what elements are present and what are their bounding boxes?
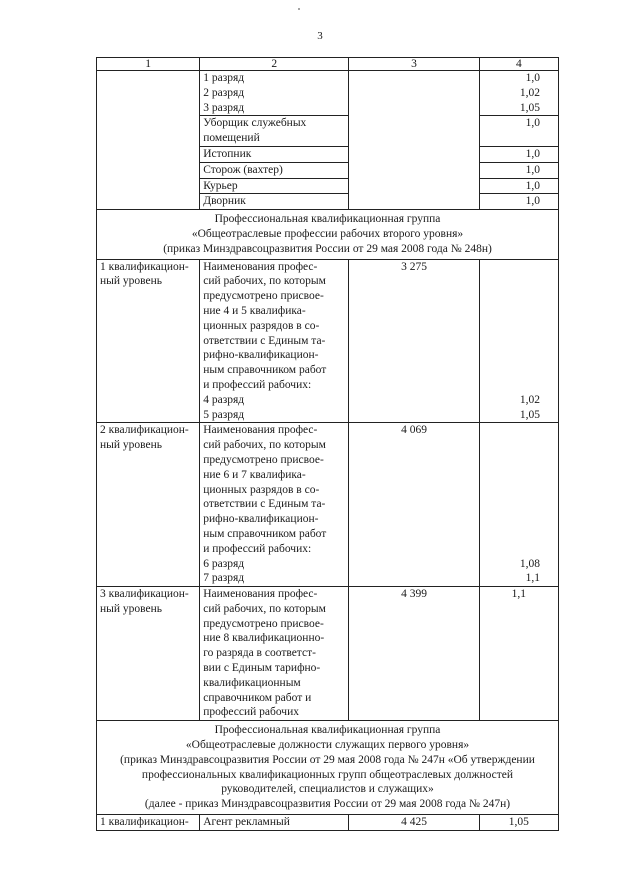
coef-value: 1,08 — [519, 557, 540, 570]
level-label: 2 квалификацион- ный уровень — [100, 424, 189, 452]
column-header: 4 — [479, 58, 558, 71]
job-label: Уборщик служебных помещений — [200, 116, 349, 147]
group-heading-line: «Общеотраслевые должности служащих первого уровня» — [185, 739, 470, 752]
level-desc: Наименования профес- сий рабочих, по которым предусмотрено присвое- ние 4 и 5 квалифика- ционных разрядов в со- ответствии с Единым та- рифно-квалификацион- ным справочником работ и профессий рабочих: — [203, 260, 327, 391]
group-heading-line: руководителей, специалистов и служащих» — [221, 783, 434, 796]
group-heading-line: (далее - приказ Минздравсоцразвития России от 29 мая 2008 года № 247н) — [144, 798, 511, 811]
salary-cell — [349, 423, 479, 587]
job-coef: 1,0 — [479, 162, 558, 178]
coef-value: 1,1 — [525, 572, 540, 585]
coef-value: 1,02 — [519, 86, 540, 99]
page-number: 3 — [317, 30, 323, 42]
salary-cell — [349, 587, 479, 721]
salary-value: 3 275 — [401, 260, 427, 273]
level-label: 1 квалификацион- ный уровень — [100, 260, 189, 288]
job-coef: 1,0 — [479, 178, 558, 194]
level-row — [97, 587, 559, 721]
rank-label: 7 разряд — [203, 572, 245, 585]
coef-value: 1,05 — [519, 101, 540, 114]
rank-label: 2 разряд — [203, 86, 245, 99]
job-label: Истопник — [200, 146, 349, 162]
scan-speck — [298, 8, 300, 10]
group-heading-line: (приказ Минздравсоцразвития России от 29 мая 2008 года № 247н «Об утверждении — [120, 753, 535, 766]
group-heading — [97, 210, 559, 259]
level-desc-cell — [200, 587, 349, 721]
salary-value: 4 399 — [401, 588, 427, 601]
level-label-cell — [97, 587, 200, 721]
salary-cell-empty — [349, 71, 479, 210]
job-coef: 1,0 — [479, 194, 558, 210]
rank-block-row — [97, 71, 559, 116]
level-cell-empty — [97, 71, 200, 210]
salary-cell — [349, 259, 479, 423]
level-desc-cell — [200, 423, 349, 587]
group-heading-line: Профессиональная квалификационная группа — [214, 724, 441, 737]
group-heading-row — [97, 721, 559, 815]
rank-coef-cell — [479, 71, 558, 116]
column-header: 2 — [200, 58, 349, 71]
rank-label: 3 разряд — [203, 101, 245, 114]
rank-list-cell — [200, 71, 349, 116]
level-desc: Наименования профес- сий рабочих, по которым предусмотрено присвое- ние 8 квалификационно- го разряда в соответст- вии с Единым тарифно- квалификационным справочником работ и профессий рабочих — [203, 588, 326, 719]
level-label: 1 квалификацион- — [97, 815, 200, 831]
job-label: Сторож (вахтер) — [200, 162, 349, 178]
coef-value: 1,02 — [519, 393, 540, 406]
job-label: Курьер — [200, 178, 349, 194]
level-desc: Наименования профес- сий рабочих, по которым предусмотрено присвое- ние 6 и 7 квалифика- ционных разрядов в со- ответствии с Единым та- рифно-квалификацион- ным справочником работ и профессий рабочих: — [203, 424, 327, 555]
column-header: 1 — [97, 58, 200, 71]
group-heading-line: (приказ Минздравсоцразвития России от 29 мая 2008 года № 248н) — [163, 242, 492, 255]
coef-cell — [479, 587, 558, 721]
group-heading-line: профессиональных квалификационных групп общеотраслевых должностей — [141, 768, 514, 781]
level-row — [97, 423, 559, 587]
rank-label: 4 разряд — [203, 393, 245, 406]
group-heading-row — [97, 210, 559, 259]
coef-value: 1,0 — [525, 72, 540, 84]
level-desc-cell — [200, 259, 349, 423]
group-heading-line: Профессиональная квалификационная группа — [214, 213, 441, 226]
job-coef: 1,0 — [479, 146, 558, 162]
salary-value: 4 069 — [401, 424, 427, 437]
group-heading-line: «Общеотраслевые профессии рабочих второго уровня» — [191, 227, 464, 240]
salary-value: 4 425 — [349, 815, 479, 831]
coef-value: 1,05 — [479, 815, 558, 831]
salary-table — [96, 57, 559, 831]
coef-value: 1,1 — [511, 588, 527, 601]
rank-label: 5 разряд — [203, 408, 245, 421]
group-heading — [97, 721, 559, 815]
level-label: 3 квалификацион- ный уровень — [100, 588, 189, 615]
rank-label: 1 разряд — [203, 72, 245, 84]
column-header-row — [97, 58, 559, 71]
level-row — [97, 259, 559, 423]
job-coef: 1,0 — [479, 116, 558, 147]
level-label-cell — [97, 423, 200, 587]
coef-cell — [479, 259, 558, 423]
job-label: Дворник — [200, 194, 349, 210]
level-row — [97, 815, 559, 831]
rank-label: 6 разряд — [203, 557, 245, 570]
coef-cell — [479, 423, 558, 587]
coef-value: 1,05 — [519, 408, 540, 421]
level-label-cell — [97, 259, 200, 423]
column-header: 3 — [349, 58, 479, 71]
position-label: Агент рекламный — [200, 815, 349, 831]
